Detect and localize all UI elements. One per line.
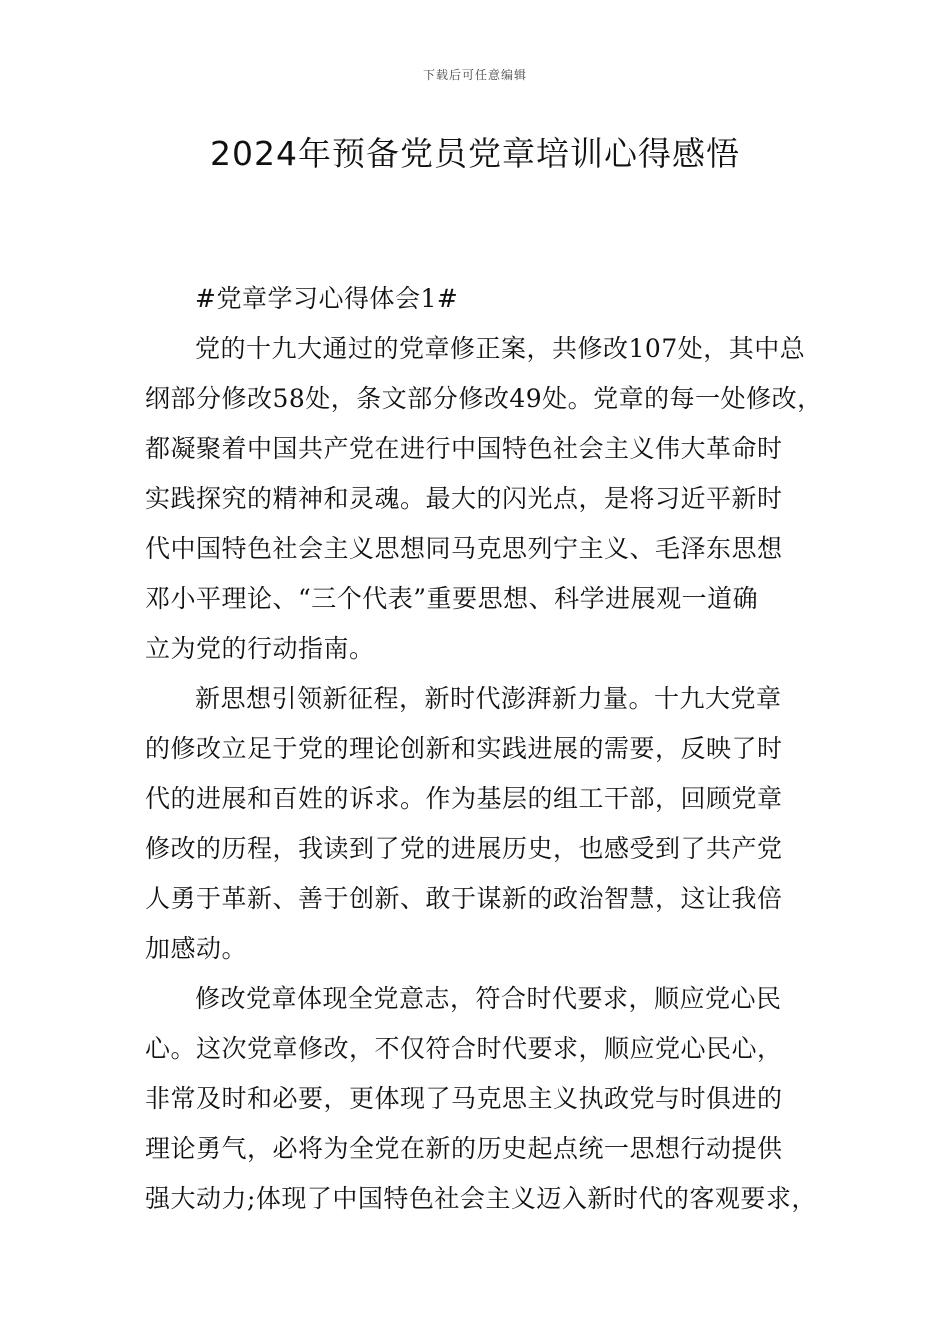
paragraph-line: 非常及时和必要，更体现了马克思主义执政党与时俱进的: [145, 1084, 783, 1113]
section-heading: #党章学习心得体会1#: [195, 284, 459, 313]
header-note: 下载后可任意编辑: [422, 68, 527, 82]
paragraph-line: 修改的历程，我读到了党的进展历史，也感受到了共产党: [145, 834, 783, 863]
paragraph-line: 人勇于革新、善于创新、敢于谋新的政治智慧，这让我倍: [145, 884, 783, 913]
paragraph-line: 纲部分修改58处，条文部分修改49处。党章的每一处修改，: [145, 384, 823, 413]
paragraph-line: 立为党的行动指南。: [145, 634, 375, 663]
document-body: [145, 274, 825, 1224]
paragraph-line: 都凝聚着中国共产党在进行中国特色社会主义伟大革命时: [145, 434, 783, 463]
paragraph-line: 代中国特色社会主义思想同马克思列宁主义、毛泽东思想: [145, 534, 783, 563]
paragraph-line: 心。这次党章修改，不仅符合时代要求，顺应党心民心，: [145, 1034, 783, 1063]
document-title: 2024年预备党员党章培训心得感悟: [210, 134, 740, 173]
paragraph-1: [145, 324, 825, 674]
paragraph-line: 党的十九大通过的党章修正案，共修改107处，其中总: [195, 334, 806, 363]
paragraph-line: 代的进展和百姓的诉求。作为基层的组工干部，回顾党章: [145, 784, 783, 813]
paragraph-2: [145, 674, 825, 974]
paragraph-line: 新思想引领新征程，新时代澎湃新力量。十九大党章: [195, 684, 782, 713]
paragraph-line: 加感动。: [145, 934, 248, 963]
paragraph-line: 的修改立足于党的理论创新和实践进展的需要，反映了时: [145, 734, 783, 763]
paragraph-3: [145, 974, 825, 1224]
paragraph-line: 修改党章体现全党意志，符合时代要求，顺应党心民: [195, 984, 782, 1013]
paragraph-line: 邓小平理论、“三个代表”重要思想、科学进展观一道确: [145, 584, 759, 613]
paragraph-line: 实践探究的精神和灵魂。最大的闪光点，是将习近平新时: [145, 484, 783, 513]
paragraph-line: 强大动力;体现了中国特色社会主义迈入新时代的客观要求，: [145, 1184, 817, 1213]
paragraph-line: 理论勇气，必将为全党在新的历史起点统一思想行动提供: [145, 1134, 783, 1163]
